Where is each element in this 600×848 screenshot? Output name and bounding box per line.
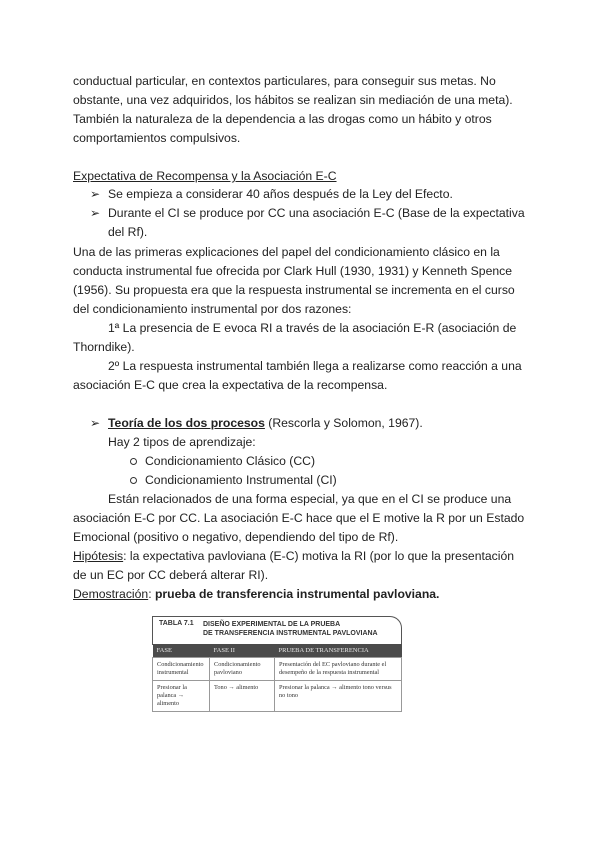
table-cell: Condicionamiento instrumental — [153, 658, 210, 681]
reason-line: Thorndike). — [73, 340, 135, 354]
reason-line: 2º La respuesta instrumental también llega a realizarse como reacción a una — [108, 359, 522, 373]
circle-bullet-icon — [130, 477, 137, 484]
table-number: TABLA 7.1 — [159, 620, 194, 627]
intro-line: obstante, una vez adquiridos, los hábitos se realizan sin mediación de una meta). — [73, 93, 513, 107]
table-header-cell: FASE — [153, 644, 210, 658]
table-cell: Presionar la palanca → alimento tono versus no tono — [275, 681, 402, 712]
paragraph-line: (1956). Su propuesta era que la respuesta instrumental se incrementa en el curso — [73, 283, 515, 297]
arrow-bullet-icon: ➢ — [90, 187, 101, 201]
intro-line: conductual particular, en contextos particulares, para conseguir sus metas. No — [73, 74, 496, 88]
bullet-text: del Rf). — [108, 225, 148, 239]
intro-line: comportamientos compulsivos. — [73, 131, 241, 145]
table-cell: Condicionamiento pavloviano — [210, 658, 275, 681]
hypothesis-label: Hipótesis — [73, 549, 124, 563]
table-header-cell: PRUEBA DE TRANSFERENCIA — [275, 644, 402, 658]
demonstration-line — [73, 586, 439, 602]
table-row — [153, 658, 402, 681]
paragraph-line: conducta instrumental fue ofrecida por Clark Hull (1930, 1931) y Kenneth Spence — [73, 264, 513, 278]
bullet-text: Se empieza a considerar 40 años después de la Ley del Efecto. — [108, 187, 453, 201]
section-heading: Expectativa de Recompensa y la Asociación E-C — [73, 169, 337, 183]
bullet-text: Durante el CI se produce por CC una asociación E-C (Base de la expectativa — [108, 206, 525, 220]
theory-title: Teoría de los dos procesos — [108, 416, 265, 430]
table-title — [203, 620, 378, 638]
arrow-bullet-icon: ➢ — [90, 416, 101, 430]
theory-citation: (Rescorla y Solomon, 1967). — [264, 416, 423, 430]
arrow-bullet-icon: ➢ — [90, 206, 101, 220]
table-header-box — [152, 616, 402, 645]
demonstration-text: prueba de transferencia instrumental pavloviana. — [154, 587, 440, 601]
reason-line: 1ª La presencia de E evoca RI a través de la asociación E-R (asociación de — [108, 321, 517, 335]
table-cell: Presionar la palanca → alimento — [153, 681, 210, 712]
paragraph-line: asociación E-C por CC. La asociación E-C hace que el E motive la R por un Estado — [73, 511, 525, 525]
type-item: Condicionamiento Instrumental (CI) — [145, 473, 337, 487]
table-title-line: DE TRANSFERENCIA INSTRUMENTAL PAVLOVIANA — [203, 630, 378, 637]
demonstration-label: Demostración — [73, 587, 149, 601]
hypothesis-text: : la expectativa pavloviana (E-C) motiva la RI (por lo que la presentación — [123, 549, 514, 563]
intro-line: También la naturaleza de la dependencia a las drogas como un hábito y otros — [73, 112, 492, 126]
table-header-row — [153, 644, 402, 658]
table-grid — [152, 644, 402, 712]
hypothesis-line — [73, 548, 514, 564]
table-header-cell: FASE II — [210, 644, 275, 658]
paragraph-line: Emocional (positivo o negativo, dependiendo del tipo de Rf). — [73, 530, 399, 544]
table-cell: Presentación del EC pavloviano durante el desempeño de la respuesta instrumental — [275, 658, 402, 681]
table-title-line: DISEÑO EXPERIMENTAL DE LA PRUEBA — [203, 621, 341, 628]
table-row — [153, 681, 402, 712]
circle-bullet-icon — [130, 458, 137, 465]
reason-line: asociación E-C que crea la expectativa de la recompensa. — [73, 378, 388, 392]
types-intro: Hay 2 tipos de aprendizaje: — [108, 435, 256, 449]
paragraph-line: Están relacionados de una forma especial, ya que en el CI se produce una — [108, 492, 512, 506]
paragraph-line: Una de las primeras explicaciones del papel del condicionamiento clásico en la — [73, 245, 500, 259]
type-item: Condicionamiento Clásico (CC) — [145, 454, 316, 468]
theory-title-line — [108, 415, 423, 431]
table-cell: Tono → alimento — [210, 681, 275, 712]
transfer-design-table — [152, 616, 404, 716]
demonstration-colon: : — [148, 587, 155, 601]
paragraph-line: del condicionamiento instrumental por dos razones: — [73, 302, 352, 316]
hypothesis-line: de un EC por CC deberá alterar RI). — [73, 568, 269, 582]
